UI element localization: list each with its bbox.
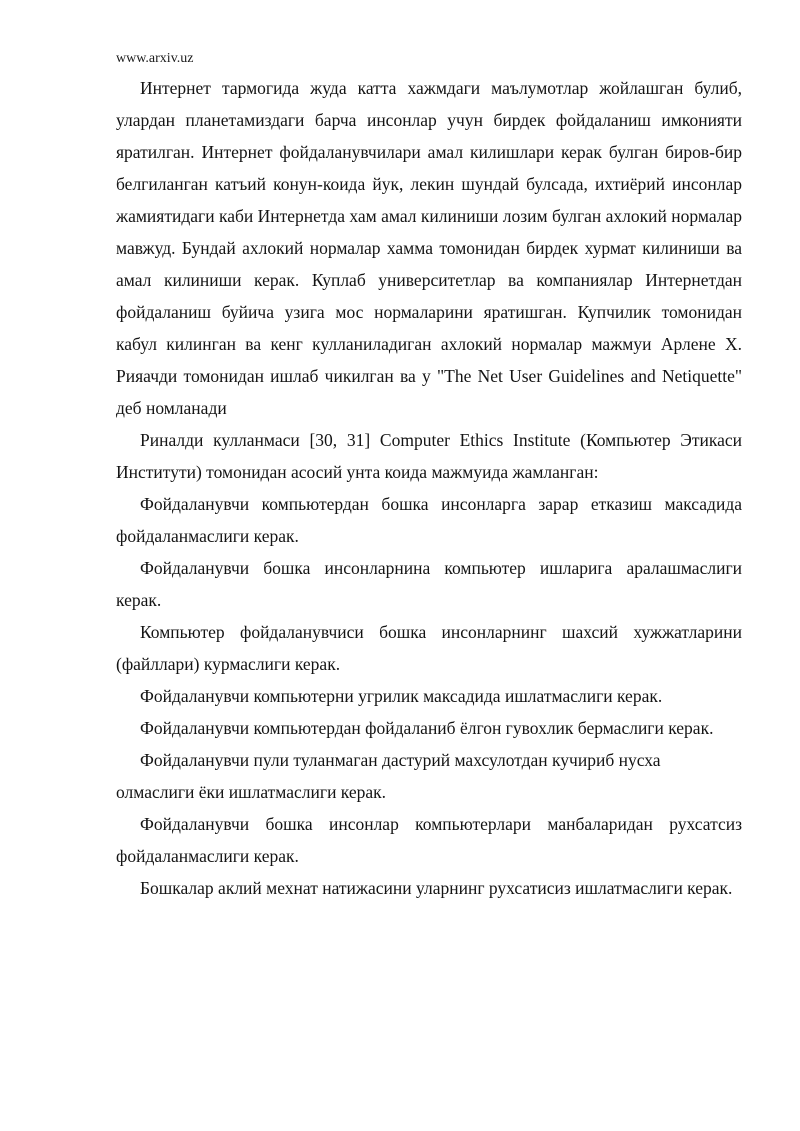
rule-item: Фойдаланувчи компьютерни угрилик максадида ишлатмаслиги керак. — [140, 686, 663, 706]
rule-item: Фойдаланувчи компьютердан бошка инсонларга зарар етказиш максадида фойдаланмаслиги керак. — [116, 494, 742, 546]
document-body — [116, 72, 742, 904]
rule-item: Компьютер фойдаланувчиси бошка инсонларнинг шахсий хужжатларини (файллари) курмаслиги керак. — [116, 622, 742, 674]
rule-item: Бошкалар аклий мехнат натижасини уларнинг рухсатисиз ишлатмаслиги керак. — [140, 878, 733, 898]
paragraph-internet-ethics: Интернет тармогида жуда катта хажмдаги маълумотлар жойлашган булиб, улардан планетамиздаги барча инсонлар учун бирдек фойдаланиш имконияти яратилган. Интернет фойдаланувчилари амал килишлари керак булган биров-бир белгиланган катъий конун-коида йук, лекин шундай булсада, ихтиёрий инсонлар жамиятидаги каби Интернетда хам амал килиниши лозим булган ахлокий нормалар мавжуд. Бундай ахлокий нормалар хамма томонидан бирдек хурмат килиниши ва амал килиниши керак. Куплаб университетлар ва компаниялар Интернетдан фойдаланиш буйича узига мос нормаларини яратишган. Купчилик томонидан кабул килинган ва кенг кулланиладиган ахлокий нормалар мажмуи Арлене Х. Рияачди томонидан ишлаб чикилган ва у "The Net User Guidelines and Netiquette" деб номланади — [116, 78, 742, 418]
header-url: www.arxiv.uz — [116, 51, 194, 66]
rule-item: Фойдаланувчи пули туланмаган дастурий махсулотдан кучириб нусха олмаслиги ёки ишлатмаслиги керак. — [116, 750, 661, 802]
paragraph-rinaldi-guide: Риналди кулланмаси [30, 31] Computer Ethics Institute (Компьютер Этикаси Институти) томонидан асосий унта коида мажмуида жамланган: — [116, 430, 742, 482]
rule-item: Фойдаланувчи компьютердан фойдаланиб ёлгон гувохлик бермаслиги керак. — [140, 718, 714, 738]
rule-item: Фойдаланувчи бошка инсонлар компьютерлари манбаларидан рухсатсиз фойдаланмаслиги керак. — [116, 814, 742, 866]
rule-item: Фойдаланувчи бошка инсонларнина компьютер ишларига аралашмаслиги керак. — [116, 558, 742, 610]
